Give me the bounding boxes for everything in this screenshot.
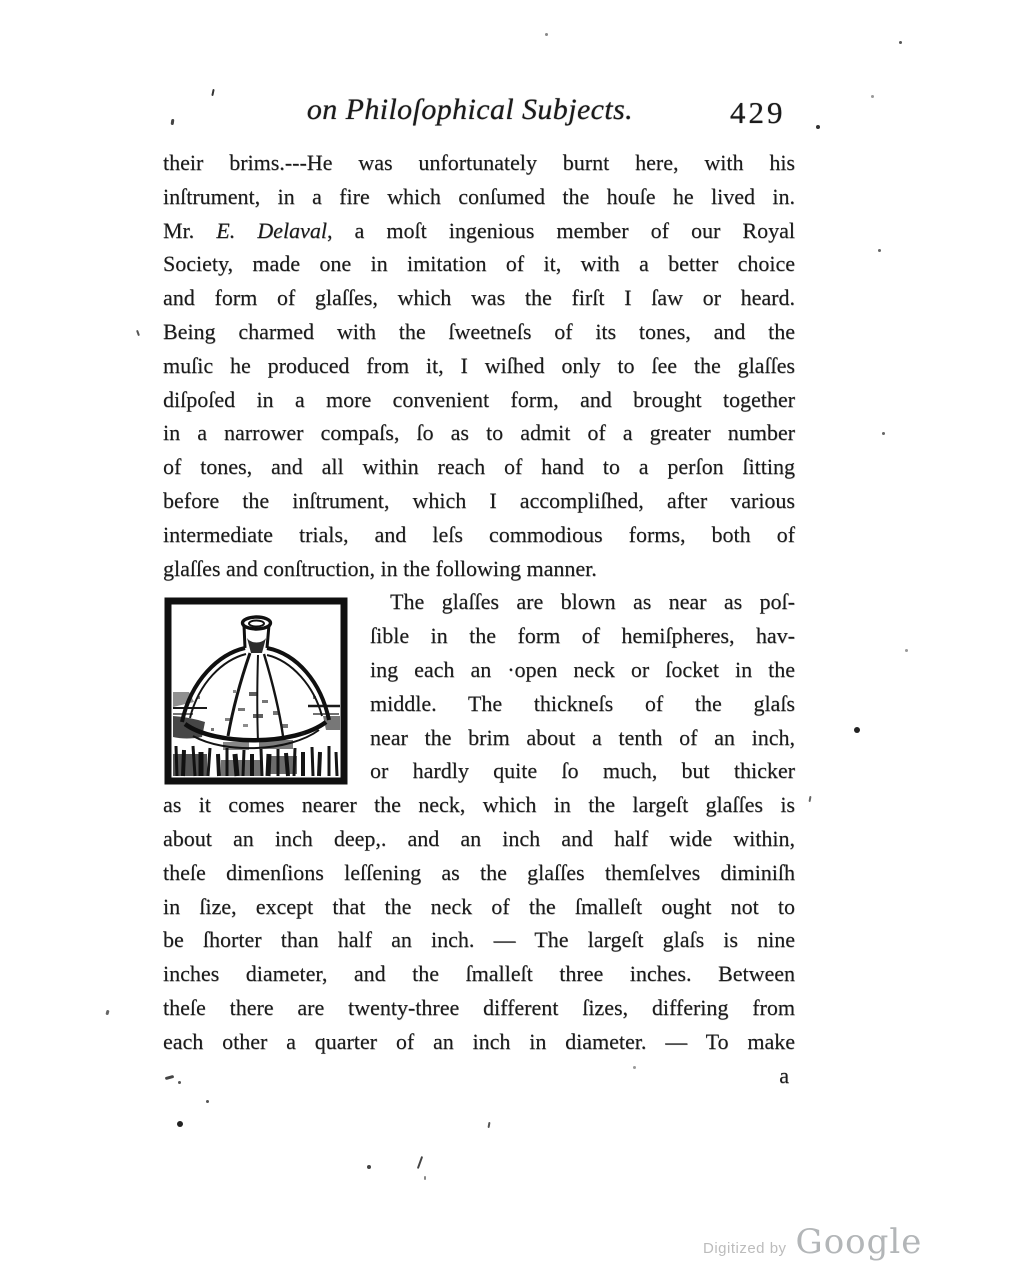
text-line: about an inch deep,. and an inch and half wide within, [163, 825, 795, 851]
text-line: each other a quarter of an inch in diameter. — To make [163, 1028, 795, 1054]
text-line: and form of glaſſes, which was the firſt I ſaw or heard. [163, 285, 795, 311]
scan-speck [854, 727, 860, 733]
wrapped-text-column [370, 585, 795, 788]
scan-speck [545, 33, 548, 36]
scan-speck [882, 432, 885, 435]
page-number: 429 [730, 95, 786, 130]
text-line: glaſſes and conſtruction, in the following manner. [163, 555, 597, 581]
digitization-watermark [703, 1222, 922, 1262]
scan-speck [171, 119, 175, 125]
text-line: The glaſſes are blown as near as poſ- [390, 589, 795, 615]
text-line: diſpoſed in a more convenient form, and brought together [163, 386, 795, 412]
scan-speck [105, 1010, 109, 1016]
text-line: be ſhorter than half an inch. — The largeſt glaſs is nine [163, 927, 795, 953]
scan-speck [206, 1100, 209, 1103]
text-segment: Mr. [163, 217, 217, 243]
text-line: near the brim about a tenth of an inch, [370, 724, 795, 750]
text-line: in a narrower compaſs, ſo as to admit of a greater number [163, 420, 795, 446]
scan-speck [178, 1081, 181, 1084]
text-line: as it comes nearer the neck, which in the largeſt glaſſes is [163, 792, 795, 818]
scan-speck [136, 330, 140, 336]
text-line: Being charmed with the ſweetneſs of its tones, and the [163, 318, 795, 344]
scan-speck [424, 1176, 426, 1180]
text-line: intermediate trials, and leſs commodious forms, both of [163, 521, 795, 547]
text-line: theſe dimenſions leſſening as the glaſſes themſelves diminiſh [163, 859, 795, 885]
text-line: or hardly quite ſo much, but thicker [370, 758, 795, 784]
scan-speck [871, 95, 874, 98]
text-line: ſible in the form of hemiſpheres, hav- [370, 623, 795, 649]
catchword: a [779, 1062, 789, 1088]
scan-speck [808, 796, 811, 802]
text-line: ing each an ·open neck or ſocket in the [370, 656, 795, 682]
scan-speck [177, 1121, 183, 1127]
text-line: their brims.---He was unfortunately burnt here, with his [163, 150, 795, 175]
text-line: inſtrument, in a fire which conſumed the houſe he lived in. [163, 183, 795, 209]
scan-speck [211, 89, 214, 96]
text-line: theſe there are twenty-three different ſizes, differing from [163, 994, 795, 1020]
text-line: before the inſtrument, which I accompliſhed, after various [163, 487, 795, 513]
text-segment: , a moſt ingenious member of our Royal [326, 217, 795, 243]
person-name-italic: E. Delaval [216, 217, 327, 243]
text-line: Society, made one in imitation of it, with a better choice [163, 251, 795, 277]
scan-speck [878, 249, 881, 252]
scan-speck [367, 1165, 371, 1169]
text-line: of tones, and all within reach of hand to a perſon ſitting [163, 454, 795, 480]
text-line [163, 214, 795, 248]
figure-and-text-row [163, 585, 795, 788]
scan-speck [417, 1156, 423, 1169]
glass-hemisphere-woodcut [163, 596, 349, 786]
text-line: in ſize, except that the neck of the ſmalleſt ought not to [163, 893, 795, 919]
text-line: muſic he produced from it, I wiſhed only to ſee the glaſſes [163, 352, 795, 378]
scan-speck [487, 1122, 490, 1128]
scan-speck [816, 125, 820, 129]
text-line: inches diameter, and the ſmalleſt three inches. Between [163, 961, 795, 987]
scan-speck [905, 649, 908, 652]
running-header-title: on Philoſophical Subjects. [306, 93, 634, 126]
google-logo: Google [795, 1222, 923, 1262]
text-line: middle. The thickneſs of the glaſs [370, 690, 795, 716]
scan-speck [899, 41, 902, 44]
watermark-prefix: Digitized by [703, 1240, 787, 1257]
text-column [163, 146, 795, 1092]
scan-speck [633, 1066, 636, 1069]
